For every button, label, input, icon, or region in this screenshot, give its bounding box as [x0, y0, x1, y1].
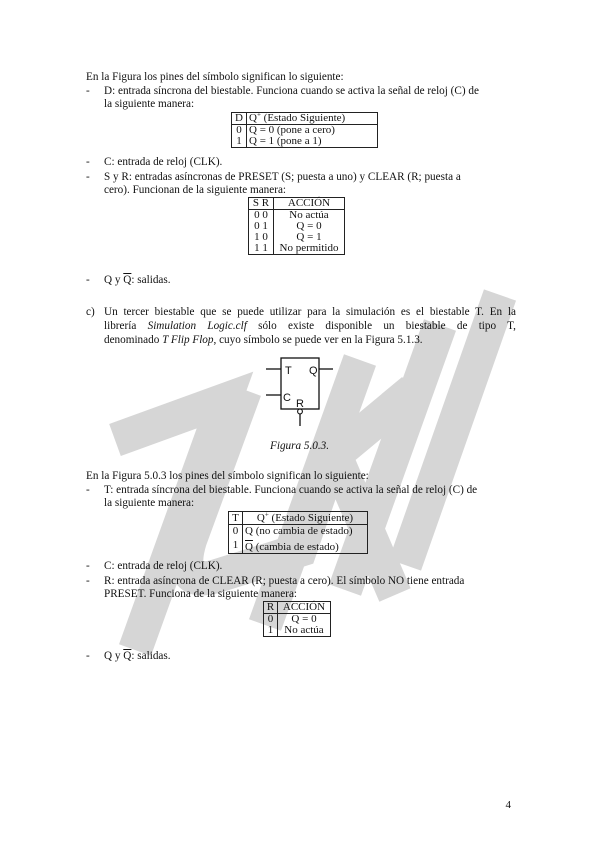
r-table-cell: 0 — [264, 614, 278, 626]
r-table-cell: Q = 0 — [278, 614, 331, 626]
t-table-cell: Q (no cambia de estado) — [243, 525, 368, 538]
bullet-dash: - — [86, 560, 90, 572]
sr-truth-table — [248, 197, 345, 255]
sr-table-cell: 0 0 — [249, 210, 274, 222]
bullet-dash: - — [86, 85, 90, 97]
section-c-line2: librería Simulation Logic.clf sólo existe disponible un biestable de tipo T, — [104, 320, 516, 332]
section-c-line3: denominado T Flip Flop, cuyo símbolo se puede ver en la Figura 5.1.3. — [104, 334, 423, 346]
bullet-dash: - — [86, 650, 90, 662]
sr-table-header: S R — [249, 198, 274, 210]
t-table-cell: 0 — [229, 525, 243, 538]
t-truth-table — [228, 511, 368, 554]
r-truth-table — [263, 601, 331, 637]
bullet-dash: - — [86, 156, 90, 168]
t-description-line1: T: entrada síncrona del biestable. Funciona cuando se activa la señal de reloj (C) de — [104, 484, 478, 496]
sr-table-cell: 1 1 — [249, 243, 274, 255]
symbol-q-label: Q — [309, 365, 318, 377]
r-description-line1: R: entrada asíncrona de CLEAR (R; puesta a cero). El símbolo NO tiene entrada — [104, 575, 465, 587]
t-table-header-t: T — [229, 512, 243, 525]
page-number: 4 — [505, 799, 511, 811]
d-table-cell: Q = 0 (pone a cero) — [247, 125, 378, 137]
symbol-c-label: C — [283, 392, 291, 404]
symbol-t-label: T — [285, 365, 292, 377]
r-table-cell: No actúa — [278, 625, 331, 637]
sr-table-cell: Q = 0 — [274, 221, 345, 232]
t-table-header-next: Q+ (Estado Siguiente) — [243, 512, 368, 525]
sr-table-cell: 1 0 — [249, 232, 274, 243]
d-description-line2: la siguiente manera: — [104, 98, 195, 110]
bullet-dash: - — [86, 274, 90, 286]
t-description-line2: la siguiente manera: — [104, 497, 195, 509]
sr-table-cell: 0 1 — [249, 221, 274, 232]
sr-description-line2: cero). Funcionan de la siguiente manera: — [104, 184, 287, 196]
r-table-cell: 1 — [264, 625, 278, 637]
d-description-line1: D: entrada síncrona del biestable. Funciona cuando se activa la señal de reloj (C) de — [104, 85, 479, 97]
sr-description-line1: S y R: entradas asíncronas de PRESET (S; puesta a uno) y CLEAR (R; puesta a — [104, 171, 461, 183]
bullet-dash: - — [86, 171, 90, 183]
symbol-r-label: R — [296, 398, 304, 410]
d-table-header-next: Q+ (Estado Siguiente) — [247, 113, 378, 125]
section-c-line1: Un tercer biestable que se puede utilizar para la simulación es el biestable T. En la — [104, 306, 516, 318]
sr-table-cell: No actúa — [274, 210, 345, 222]
sr-table-cell: No permitido — [274, 243, 345, 255]
t-flip-flop-symbol — [262, 352, 340, 432]
d-table-cell: Q = 1 (pone a 1) — [247, 136, 378, 148]
section-c-label: c) — [86, 306, 95, 318]
intro-text-1: En la Figura los pines del símbolo significan lo siguiente: — [86, 71, 344, 83]
d-table-header-d: D — [232, 113, 247, 125]
r-table-header: R — [264, 602, 278, 614]
outputs-description: Q y $\overline{Q}$: salidas. — [104, 274, 171, 286]
d-table-cell: 1 — [232, 136, 247, 148]
outputs-description-2: Q y $\overline{Q}$: salidas. — [104, 650, 171, 662]
sr-table-header: ACCIÓN — [274, 198, 345, 210]
bullet-dash: - — [86, 575, 90, 587]
figure-caption: Figura 5.0.3. — [270, 440, 330, 452]
r-description-line2: PRESET. Funciona de la siguiente manera: — [104, 588, 298, 600]
d-truth-table — [231, 112, 378, 148]
bullet-dash: - — [86, 484, 90, 496]
sr-table-cell: Q = 1 — [274, 232, 345, 243]
t-table-cell: 1 — [229, 537, 243, 554]
c-description: C: entrada de reloj (CLK). — [104, 156, 223, 168]
intro-text-2: En la Figura 5.0.3 los pines del símbolo significan lo siguiente: — [86, 470, 369, 482]
d-table-cell: 0 — [232, 125, 247, 137]
t-table-cell: $\overline{Q}$ (cambia de estado) — [243, 537, 368, 554]
c-description-2: C: entrada de reloj (CLK). — [104, 560, 223, 572]
r-table-header: ACCIÓN — [278, 602, 331, 614]
